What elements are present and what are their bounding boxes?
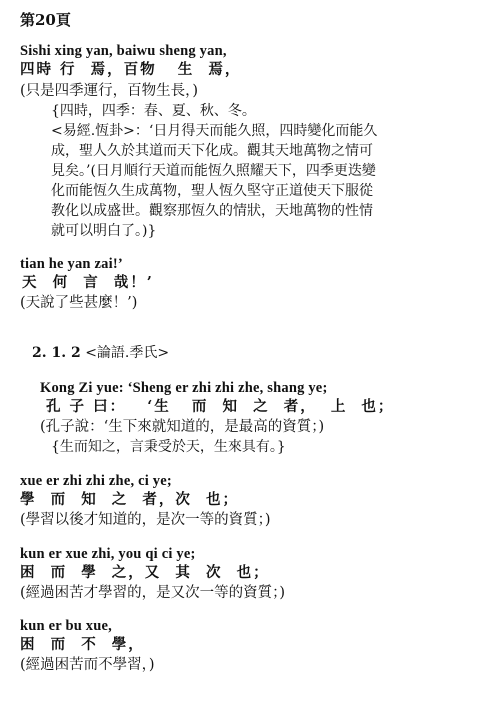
pinyin-line: Sishi xing yan, baiwu sheng yan, [20,43,227,59]
note-line: {四時，四季：春、夏、秋、冬。 [51,103,256,119]
pinyin-line: kun er xue zhi, you qi ci ye; [20,546,196,562]
gloss-line: (經過困苦而不學習，) [20,657,155,673]
note-line: {生而知之，言秉受於天，生來具有。} [51,439,286,455]
pinyin-line: Kong Zi yue: ‘Sheng er zhi zhi zhe, shang ye; [40,380,328,396]
section-heading [32,346,169,360]
note-line: 化而能恆久生成萬物，聖人恆久堅守正道使天下服從 [51,183,373,199]
hanzi-line: 困 而 學 之，又 其 次 也； [20,564,270,581]
gloss-line: (天說了些甚麼！’) [20,295,138,311]
note-line: <易經.恆卦>：‘日月得天而能久照，四時變化而能久 [51,123,378,139]
hanzi-line: 孔 子 曰： ‘生 而 知 之 者， 上 也； [46,398,395,415]
hanzi-line: 學 而 知 之 者，次 也； [20,491,239,508]
page-number: 第20頁 [20,11,71,29]
note-line: 見矣。’(日月順行天道而能恆久照耀天下，四季更迭變 [51,163,376,179]
section-title: <論語.季氏> [85,345,170,361]
section-number: 2. 1. 2 [32,345,81,361]
hanzi-line: 天 何 言 哉！’ [22,274,154,291]
pinyin-line: xue er zhi zhi zhe, ci ye; [20,473,172,489]
gloss-line: (經過困苦才學習的，是又次一等的資質；) [20,585,286,601]
hanzi-line: 四時 行 焉，百物 生 焉， [20,61,242,78]
note-line: 就可以明白了。)} [51,223,157,239]
note-line: 成，聖人久於其道而天下化成。觀其天地萬物之情可 [51,143,373,159]
note-line: 教化以成盛世。觀察那恆久的情狀，天地萬物的性情 [51,203,373,219]
gloss-line: (孔子說：‘生下來就知道的，是最高的資質；) [40,419,325,435]
pinyin-line: tian he yan zai!’ [20,256,123,272]
pinyin-line: kun er bu xue, [20,618,112,634]
hanzi-line: 困 而 不 學， [20,636,145,653]
gloss-line: (只是四季運行，百物生長，) [20,83,199,99]
gloss-line: (學習以後才知道的，是次一等的資質；) [20,512,271,528]
